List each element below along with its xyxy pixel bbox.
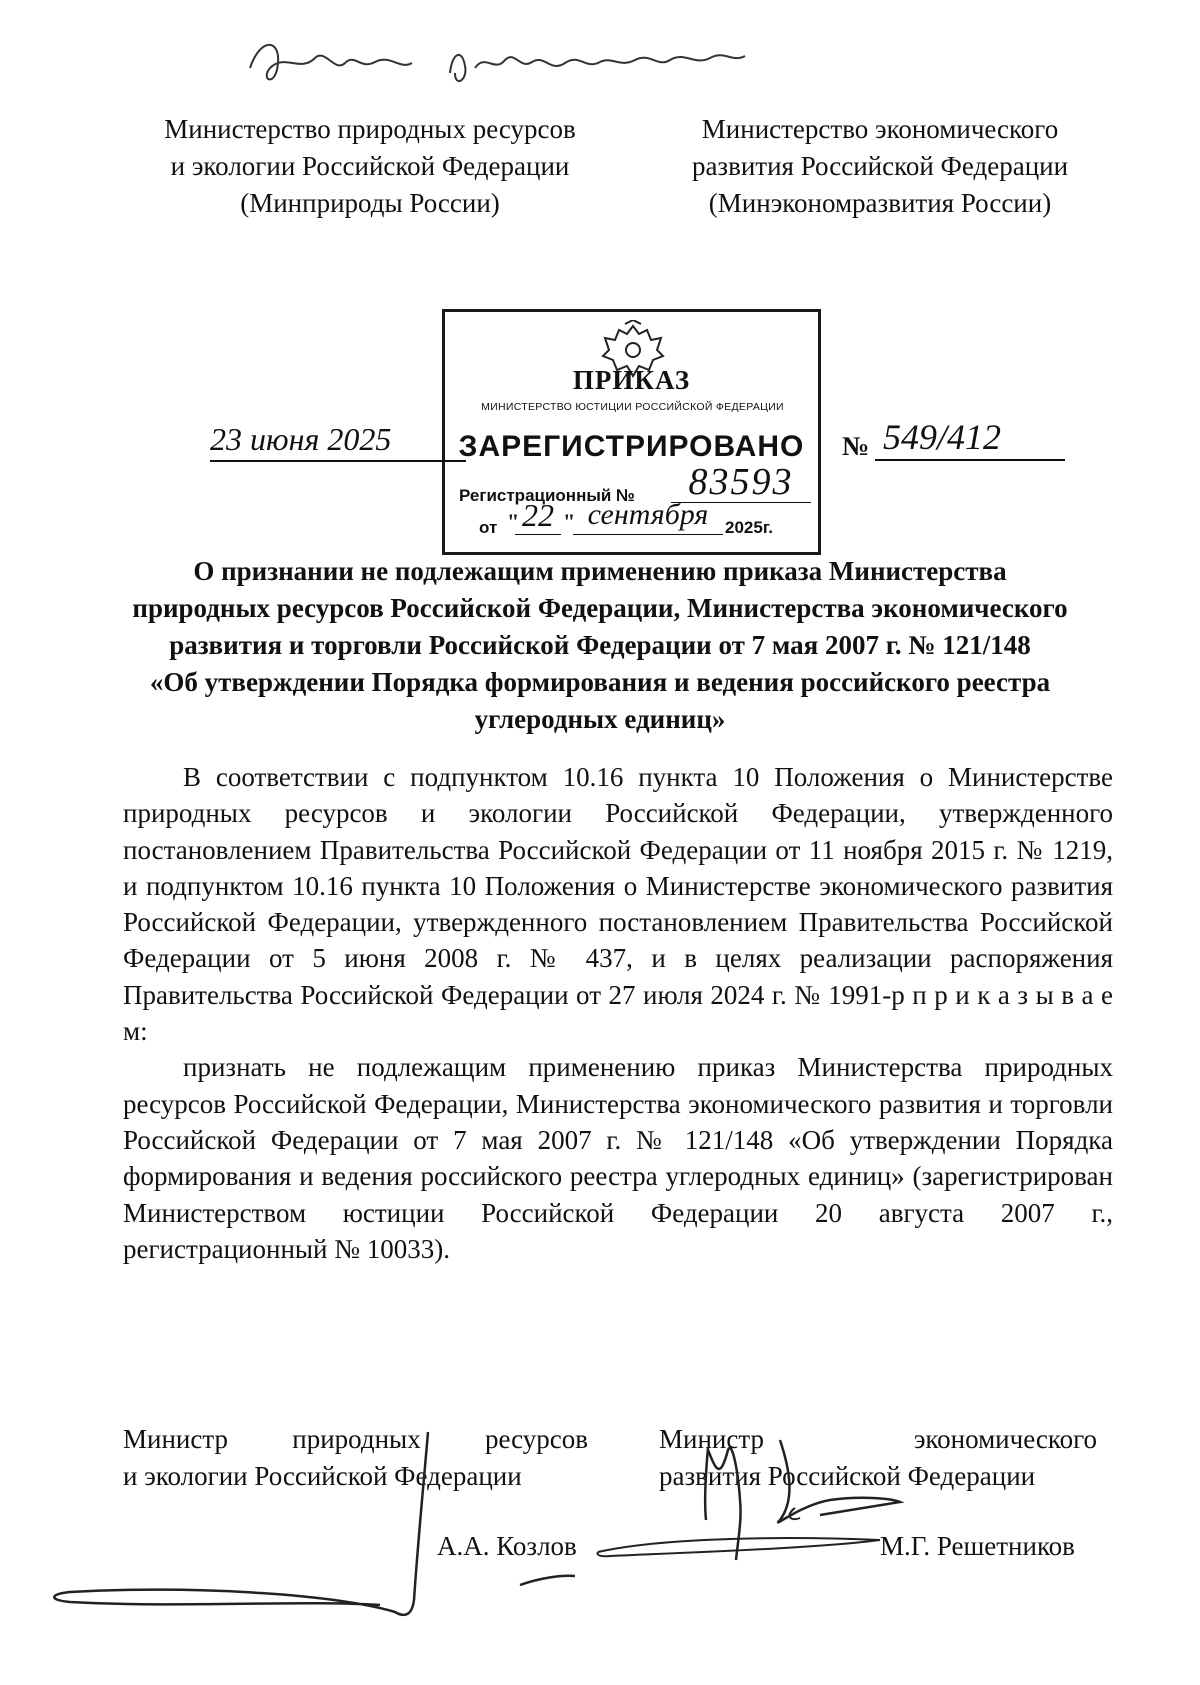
- document-title: [120, 553, 1080, 738]
- ministry-left-header: [120, 111, 620, 222]
- stamp-year-value: 2025: [725, 518, 763, 537]
- ministry-left-line-3: (Минприроды России): [240, 188, 500, 218]
- ministry-left-line-2: и экологии Российской Федерации: [170, 151, 570, 181]
- signature-block-left: [123, 1421, 588, 1495]
- body-paragraph-1: В соответствии с подпунктом 10.16 пункта 10 Положения о Министерстве природных ресурсов и экологии Российской Федерации, утвержденного постановлением Правительства Российской Федерации от 11 ноября 2015 г. № 1219, и подпунктом 10.16 пункта 10 Положения о Министерстве экономического развития Российской Федерации, утвержденного постановлением Правительства Российской Федерации от 5 июня 2008 г. № 437, и в целях реализации распоряжения Правительства Российской Федерации от 27 июля 2024 г. № 1991-р п р и к а з ы в а е м:: [123, 762, 1113, 1047]
- stamp-registered-label: ЗАРЕГИСТРИРОВАНО: [458, 430, 805, 463]
- registration-stamp: [442, 309, 821, 555]
- ministry-right-line-3: (Минэкономразвития России): [708, 188, 1052, 218]
- body-paragraph-2: признать не подлежащим применению приказ Министерства природных ресурсов Российской Федерации, Министерства экономического развития и торговли Российской Федерации от 7 мая 2007 г. № 121/148 «Об утверждении Порядка формирования и ведения российского реестра углеродных единиц» (зарегистрирован Министерством юстиции Российской Федерации 20 августа 2007 г., регистрационный № 10033).: [123, 1052, 1113, 1264]
- title-line-1: О признании не подлежащим применению приказа Министерства: [193, 556, 1007, 586]
- stamp-quote-open: ": [507, 509, 520, 534]
- right-signer-title-1: Министр экономического: [659, 1424, 1097, 1454]
- stamp-ministry: МИНИСТЕРСТВО ЮСТИЦИИ РОССИЙСКОЙ ФЕДЕРАЦИИ: [481, 401, 784, 413]
- title-line-4: «Об утверждении Порядка формирования и ведения российского реестра: [149, 667, 1051, 697]
- left-signer-name: А.А. Козлов: [437, 1531, 577, 1561]
- ministry-left-line-1: Министерство природных ресурсов: [164, 114, 576, 144]
- document-body: [123, 759, 1113, 1267]
- ministry-right-line-1: Министерство экономического: [701, 114, 1059, 144]
- stamp-day: 22: [515, 496, 561, 535]
- order-number-label: №: [842, 431, 870, 461]
- left-signer-title-1: Министр природных ресурсов: [123, 1424, 588, 1454]
- order-date: 23 июня 2025: [210, 418, 466, 462]
- stamp-year: [725, 510, 773, 546]
- title-line-3: развития и торговли Российской Федерации от 7 мая 2007 г. № 121/148: [169, 630, 1031, 660]
- stamp-year-suffix: г.: [762, 518, 773, 537]
- stamp-month: сентября: [573, 496, 723, 535]
- title-line-5: углеродных единиц»: [474, 704, 726, 734]
- stamp-quote-close: ": [563, 509, 576, 534]
- stamp-reg-number: 83593: [671, 462, 811, 503]
- stamp-from-label: от: [479, 518, 498, 537]
- right-signer-name: М.Г. Решетников: [880, 1531, 1075, 1561]
- ministry-right-line-2: развития Российской Федерации: [691, 151, 1069, 181]
- ministry-right-header: [630, 111, 1130, 222]
- title-line-2: природных ресурсов Российской Федерации, Министерства экономического: [132, 593, 1068, 623]
- stamp-reg-label: Регистрационный №: [459, 486, 635, 505]
- handwritten-note: [240, 18, 840, 98]
- order-number: 549/412: [875, 415, 1065, 461]
- stamp-title: ПРИКАЗ: [572, 365, 691, 395]
- signature-block-right: [659, 1421, 1097, 1495]
- right-signer-title-2: развития Российской Федерации: [659, 1461, 1036, 1491]
- left-signer-title-2: и экологии Российской Федерации: [123, 1461, 522, 1491]
